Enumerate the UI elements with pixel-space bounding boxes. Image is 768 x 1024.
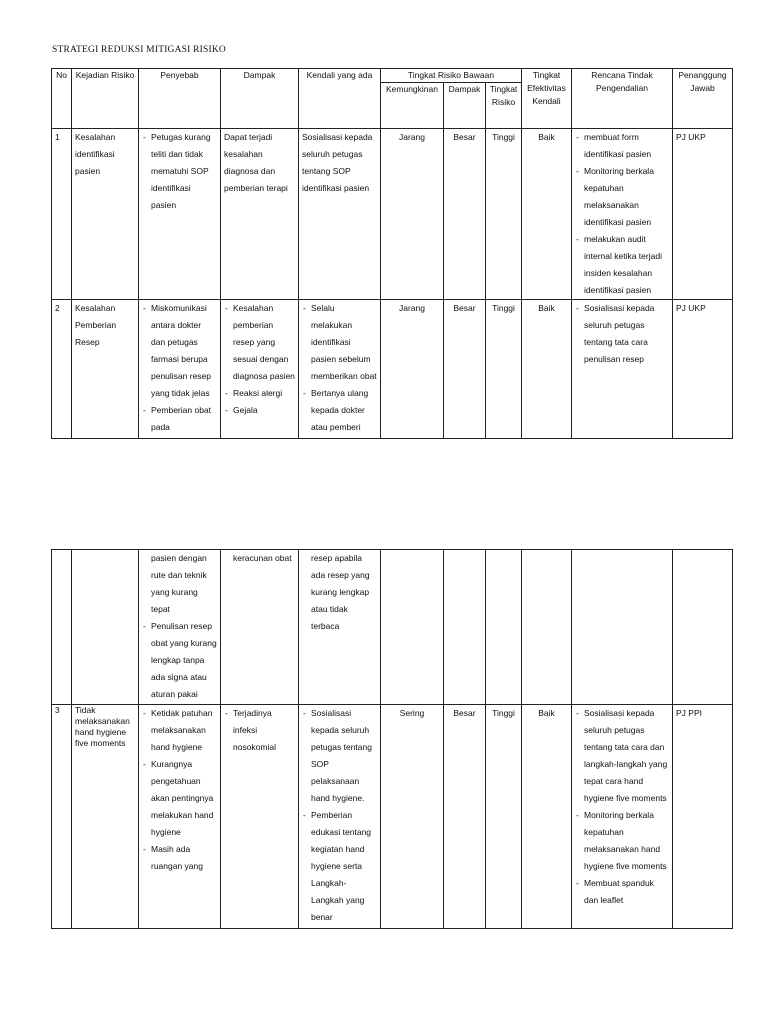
cell-penyebab [139, 300, 221, 439]
header-no: No [52, 69, 72, 129]
dampak-continued-text: keracunan obat [233, 553, 292, 563]
header-dampak-sub: Dampak [444, 83, 486, 129]
cell-pj: PJ UKP [673, 300, 733, 439]
header-row [52, 69, 733, 83]
cell-pj: PJ PPI [673, 705, 733, 929]
list-item: - Sosialisasi kepada seluruh petugas tentang SOP pelaksanaan hand hygiene. [302, 705, 377, 807]
kendali-continued-text: resep apabila ada resep yang kurang lengkap atau tidak terbaca [311, 553, 370, 631]
document-title: STRATEGI REDUKSI MITIGASI RISIKO [52, 45, 226, 55]
list-item: - Gejala [224, 402, 295, 419]
list-item: - Ketidak patuhan melaksanakan hand hygiene [142, 705, 217, 756]
list-item: - Masih ada ruangan yang [142, 841, 217, 875]
table-row [52, 129, 733, 300]
list-item: - Monitoring berkala kepatuhan melaksanakan hand hygiene five moments [575, 807, 669, 875]
cell-efektivitas [522, 550, 572, 705]
cell-kendali [299, 300, 381, 439]
header-kendali: Kendali yang ada [299, 69, 381, 129]
cell-kendali [299, 705, 381, 929]
list-item: - Pemberian edukasi tentang kegiatan hand hygiene serta Langkah-Langkah yang benar [302, 807, 377, 926]
cell-kejadian: Kesalahan Pemberian Resep [72, 300, 139, 439]
cell-penyebab [139, 550, 221, 705]
list-item: - Bertanya ulang kepada dokter atau pemberi [302, 385, 377, 436]
header-pj: Penanggung Jawab [673, 69, 733, 129]
cell-efektivitas: Baik [522, 705, 572, 929]
cell-dampak-level: Besar [444, 300, 486, 439]
risk-mitigation-table [51, 68, 733, 439]
list-item: - Selalu melakukan identifikasi pasien sebelum memberikan obat [302, 300, 377, 385]
risk-mitigation-table-continued [51, 549, 733, 929]
cell-penyebab [139, 129, 221, 300]
cell-dampak-level: Besar [444, 705, 486, 929]
list-item: - Kurangnya pengetahuan akan pentingnya melakukan hand hygiene [142, 756, 217, 841]
cell-no [52, 550, 72, 705]
list-item: - Sosialisasi kepada seluruh petugas tentang tata cara penulisan resep [575, 300, 669, 368]
cell-no: 1 [52, 129, 72, 300]
cell-no: 2 [52, 300, 72, 439]
cell-rencana [572, 550, 673, 705]
header-tingkat-bawaan: Tingkat Risiko Bawaan [381, 69, 522, 83]
table-row [52, 705, 733, 929]
cell-dampak-level: Besar [444, 129, 486, 300]
header-kejadian: Kejadian Risiko [72, 69, 139, 129]
table-row [52, 550, 733, 705]
cell-penyebab [139, 705, 221, 929]
cell-kemungkinan: Jarang [381, 300, 444, 439]
list-item: - Pemberian obat pada [142, 402, 217, 436]
header-efektivitas: Tingkat Efektivitas Kendali [522, 69, 572, 129]
table-row [52, 300, 733, 439]
cell-dampak [221, 705, 299, 929]
cell-rencana [572, 300, 673, 439]
list-item: - Membuat spanduk dan leaflet [575, 875, 669, 909]
cell-kendali: Sosialisasi kepada seluruh petugas tentang SOP identifikasi pasien [299, 129, 381, 300]
header-kemungkinan: Kemungkinan [381, 83, 444, 129]
list-item: - Terjadinya infeksi nosokomial [224, 705, 295, 756]
cell-tingkat: Tinggi [486, 705, 522, 929]
cell-efektivitas: Baik [522, 129, 572, 300]
page-break [0, 440, 768, 540]
cell-kendali [299, 550, 381, 705]
list-item: - Reaksi alergi [224, 385, 295, 402]
cell-kejadian [72, 550, 139, 705]
list-item: - Petugas kurang teliti dan tidak mematuhi SOP identifikasi pasien [142, 129, 217, 214]
list-item: - Monitoring berkala kepatuhan melaksanakan identifikasi pasien [575, 163, 669, 231]
list-item: - melakukan audit internal ketika terjadi insiden kesalahan identifikasi pasien [575, 231, 669, 299]
cell-rencana [572, 129, 673, 300]
list-item: - membuat form identifikasi pasien [575, 129, 669, 163]
cell-efektivitas: Baik [522, 300, 572, 439]
list-item: - Miskomunikasi antara dokter dan petugas farmasi berupa penulisan resep yang tidak jelas [142, 300, 217, 402]
cell-kejadian: Tidak melaksanakan hand hygiene five moments [72, 705, 139, 929]
list-item: - Sosialisasi kepada seluruh petugas tentang tata cara dan langkah-langkah yang tepat cara hand hygiene five moments [575, 705, 669, 807]
cell-pj [673, 550, 733, 705]
cell-dampak [221, 550, 299, 705]
cell-kemungkinan [381, 550, 444, 705]
header-rencana: Rencana Tindak Pengendalian [572, 69, 673, 129]
cell-dampak [221, 300, 299, 439]
cell-tingkat: Tinggi [486, 129, 522, 300]
header-tingkat-risiko: Tingkat Risiko [486, 83, 522, 129]
cell-kemungkinan: Jarang [381, 129, 444, 300]
header-penyebab: Penyebab [139, 69, 221, 129]
list-item: - Penulisan resep obat yang kurang lengkap tanpa ada signa atau aturan pakai [142, 618, 217, 703]
cell-no: 3 [52, 705, 72, 929]
penyebab-continued-text: pasien dengan rute dan teknik yang kurang tepat [151, 553, 207, 614]
cell-kejadian: Kesalahan identifikasi pasien [72, 129, 139, 300]
cell-kemungkinan: Sering [381, 705, 444, 929]
cell-tingkat: Tinggi [486, 300, 522, 439]
cell-rencana [572, 705, 673, 929]
cell-dampak: Dapat terjadi kesalahan diagnosa dan pemberian terapi [221, 129, 299, 300]
cell-dampak-level [444, 550, 486, 705]
header-dampak: Dampak [221, 69, 299, 129]
list-item: - Kesalahan pemberian resep yang sesuai dengan diagnosa pasien [224, 300, 295, 385]
cell-tingkat [486, 550, 522, 705]
cell-pj: PJ UKP [673, 129, 733, 300]
